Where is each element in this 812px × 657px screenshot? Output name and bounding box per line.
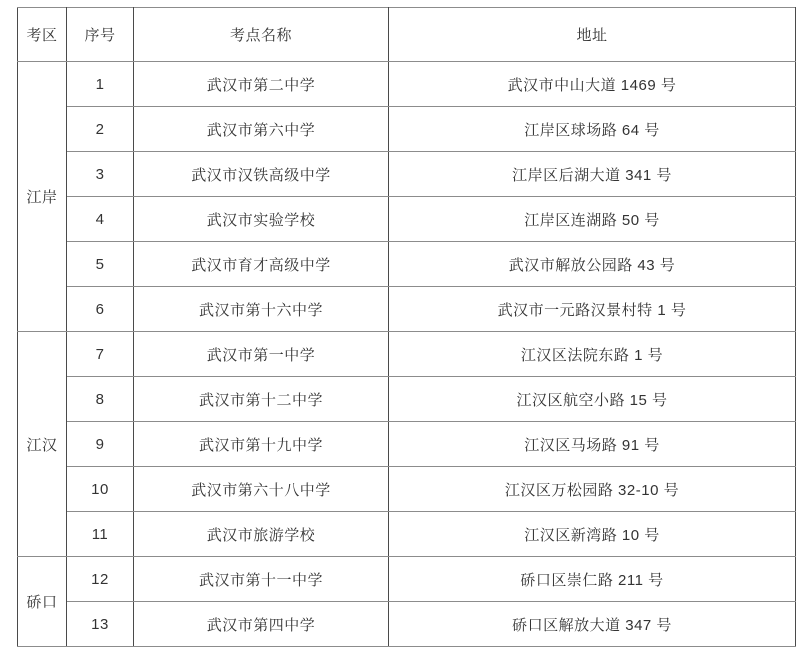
table-row [18,467,796,512]
district-cell: 江汉 [18,332,67,557]
serial-number-cell: 10 [67,467,134,512]
table-row [18,152,796,197]
table-row [18,377,796,422]
table-row [18,197,796,242]
address-cell: 江岸区连湖路 50 号 [389,197,796,242]
address-cell: 硚口区崇仁路 211 号 [389,557,796,602]
site-name-cell: 武汉市第十一中学 [134,557,389,602]
serial-number-cell: 3 [67,152,134,197]
address-cell: 硚口区解放大道 347 号 [389,602,796,647]
table-row [18,242,796,287]
site-name-cell: 武汉市汉铁高级中学 [134,152,389,197]
table-row [18,107,796,152]
site-name-cell: 武汉市第十二中学 [134,377,389,422]
table-row [18,332,796,377]
address-cell: 江汉区万松园路 32-10 号 [389,467,796,512]
serial-number-cell: 4 [67,197,134,242]
serial-number-cell: 9 [67,422,134,467]
site-name-cell: 武汉市第二中学 [134,62,389,107]
column-header-serial: 序号 [67,8,134,62]
site-name-cell: 武汉市第十六中学 [134,287,389,332]
serial-number-cell: 1 [67,62,134,107]
address-cell: 江汉区新湾路 10 号 [389,512,796,557]
site-name-cell: 武汉市育才高级中学 [134,242,389,287]
site-name-cell: 武汉市第六十八中学 [134,467,389,512]
site-name-cell: 武汉市第六中学 [134,107,389,152]
district-cell: 江岸 [18,62,67,332]
table-head [18,8,796,62]
serial-number-cell: 7 [67,332,134,377]
table-row [18,602,796,647]
site-name-cell: 武汉市第一中学 [134,332,389,377]
site-name-cell: 武汉市实验学校 [134,197,389,242]
table-row [18,422,796,467]
address-cell: 江岸区球场路 64 号 [389,107,796,152]
exam-sites-table [17,7,796,647]
table-header-row [18,8,796,62]
column-header-address: 地址 [389,8,796,62]
serial-number-cell: 13 [67,602,134,647]
site-name-cell: 武汉市旅游学校 [134,512,389,557]
site-name-cell: 武汉市第十九中学 [134,422,389,467]
address-cell: 江汉区马场路 91 号 [389,422,796,467]
table-row [18,557,796,602]
serial-number-cell: 2 [67,107,134,152]
serial-number-cell: 8 [67,377,134,422]
address-cell: 武汉市中山大道 1469 号 [389,62,796,107]
address-cell: 江汉区法院东路 1 号 [389,332,796,377]
column-header-site-name: 考点名称 [134,8,389,62]
column-header-district: 考区 [18,8,67,62]
table-body [18,62,796,647]
table-row [18,62,796,107]
address-cell: 武汉市解放公园路 43 号 [389,242,796,287]
serial-number-cell: 12 [67,557,134,602]
address-cell: 江岸区后湖大道 341 号 [389,152,796,197]
serial-number-cell: 11 [67,512,134,557]
site-name-cell: 武汉市第四中学 [134,602,389,647]
table-row [18,512,796,557]
address-cell: 武汉市一元路汉景村特 1 号 [389,287,796,332]
serial-number-cell: 6 [67,287,134,332]
district-cell: 硚口 [18,557,67,647]
address-cell: 江汉区航空小路 15 号 [389,377,796,422]
serial-number-cell: 5 [67,242,134,287]
table-row [18,287,796,332]
